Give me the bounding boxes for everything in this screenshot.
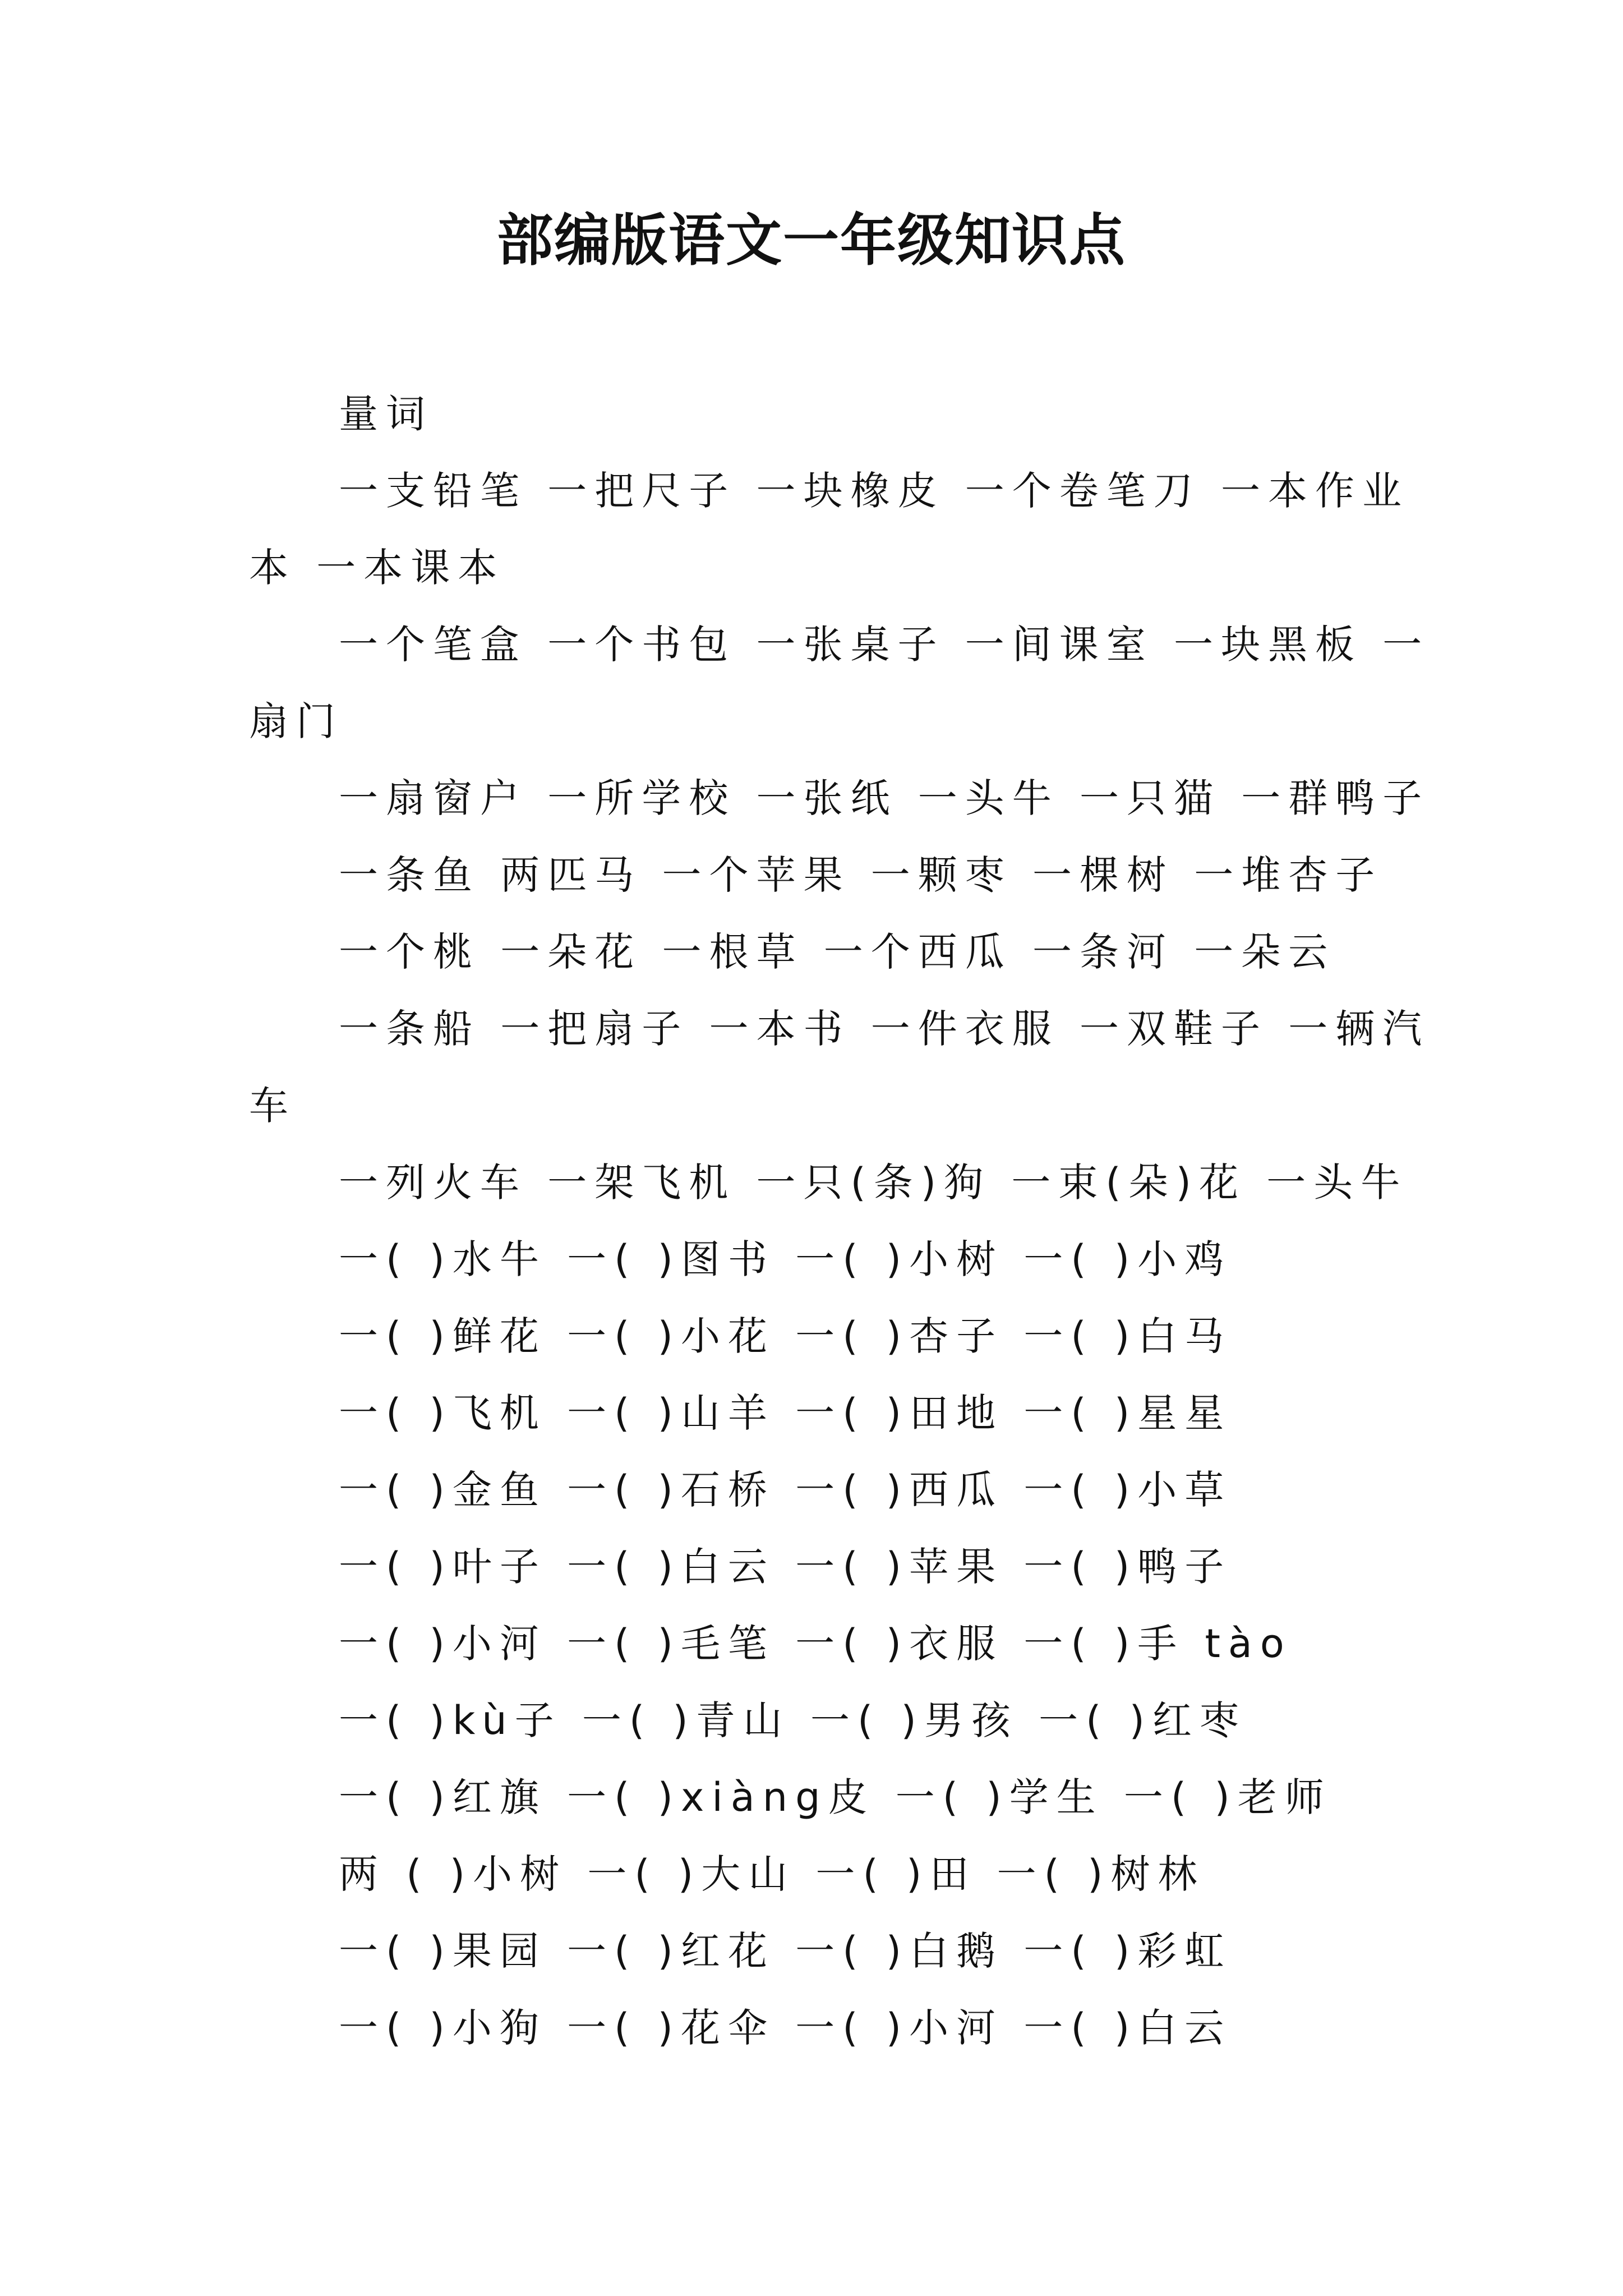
exercise-line: 一( )小狗 一( )花伞 一( )小河 一( )白云 — [339, 2005, 1232, 2051]
exercise-line: 一( )水牛 一( )图书 一( )小树 一( )小鸡 — [339, 1236, 1232, 1282]
exercise-line: 两 ( )小树 一( )大山 一( )田 一( )树林 — [339, 1851, 1205, 1897]
exercise-line: 一( )叶子 一( )白云 一( )苹果 一( )鸭子 — [339, 1544, 1232, 1590]
text-line: 一支铅笔 一把尺子 一块橡皮 一个卷笔刀 一本作业 — [339, 468, 1410, 514]
text-line: 一条鱼 两匹马 一个苹果 一颗枣 一棵树 一堆杏子 — [339, 852, 1383, 898]
text-line: 一扇窗户 一所学校 一张纸 一头牛 一只猫 一群鸭子 — [339, 775, 1430, 821]
page-title: 部编版语文一年级知识点 — [497, 207, 1126, 273]
exercise-line: 一( )红旗 一( )xiàng皮 一( )学生 一( )老师 — [339, 1774, 1332, 1820]
document-body — [249, 376, 1430, 2067]
text-line: 一个桃 一朵花 一根草 一个西瓜 一条河 一朵云 — [339, 929, 1336, 975]
exercise-line: 一( )kù子 一( )青山 一( )男孩 一( )红枣 — [339, 1697, 1247, 1743]
text-line: 本 一本课本 — [249, 545, 505, 591]
exercise-line: 一( )飞机 一( )山羊 一( )田地 一( )星星 — [339, 1390, 1232, 1436]
exercise-line: 一( )果园 一( )红花 一( )白鹅 一( )彩虹 — [339, 1928, 1232, 1974]
exercise-line: 一( )鲜花 一( )小花 一( )杏子 一( )白马 — [339, 1313, 1232, 1359]
text-line: 车 — [249, 1083, 296, 1129]
text-line: 扇门 — [249, 698, 343, 744]
text-line: 一个笔盒 一个书包 一张桌子 一间课室 一块黑板 一 — [339, 622, 1430, 668]
text-line: 一条船 一把扇子 一本书 一件衣服 一双鞋子 一辆汽 — [339, 1006, 1430, 1052]
exercise-line: 一( )小河 一( )毛笔 一( )衣服 一( )手 tào — [339, 1621, 1292, 1667]
exercise-line: 一( )金鱼 一( )石桥 一( )西瓜 一( )小草 — [339, 1467, 1232, 1513]
text-line: 一列火车 一架飞机 一只(条)狗 一束(朵)花 一头牛 — [339, 1159, 1408, 1205]
text-line: 量词 — [339, 391, 433, 437]
